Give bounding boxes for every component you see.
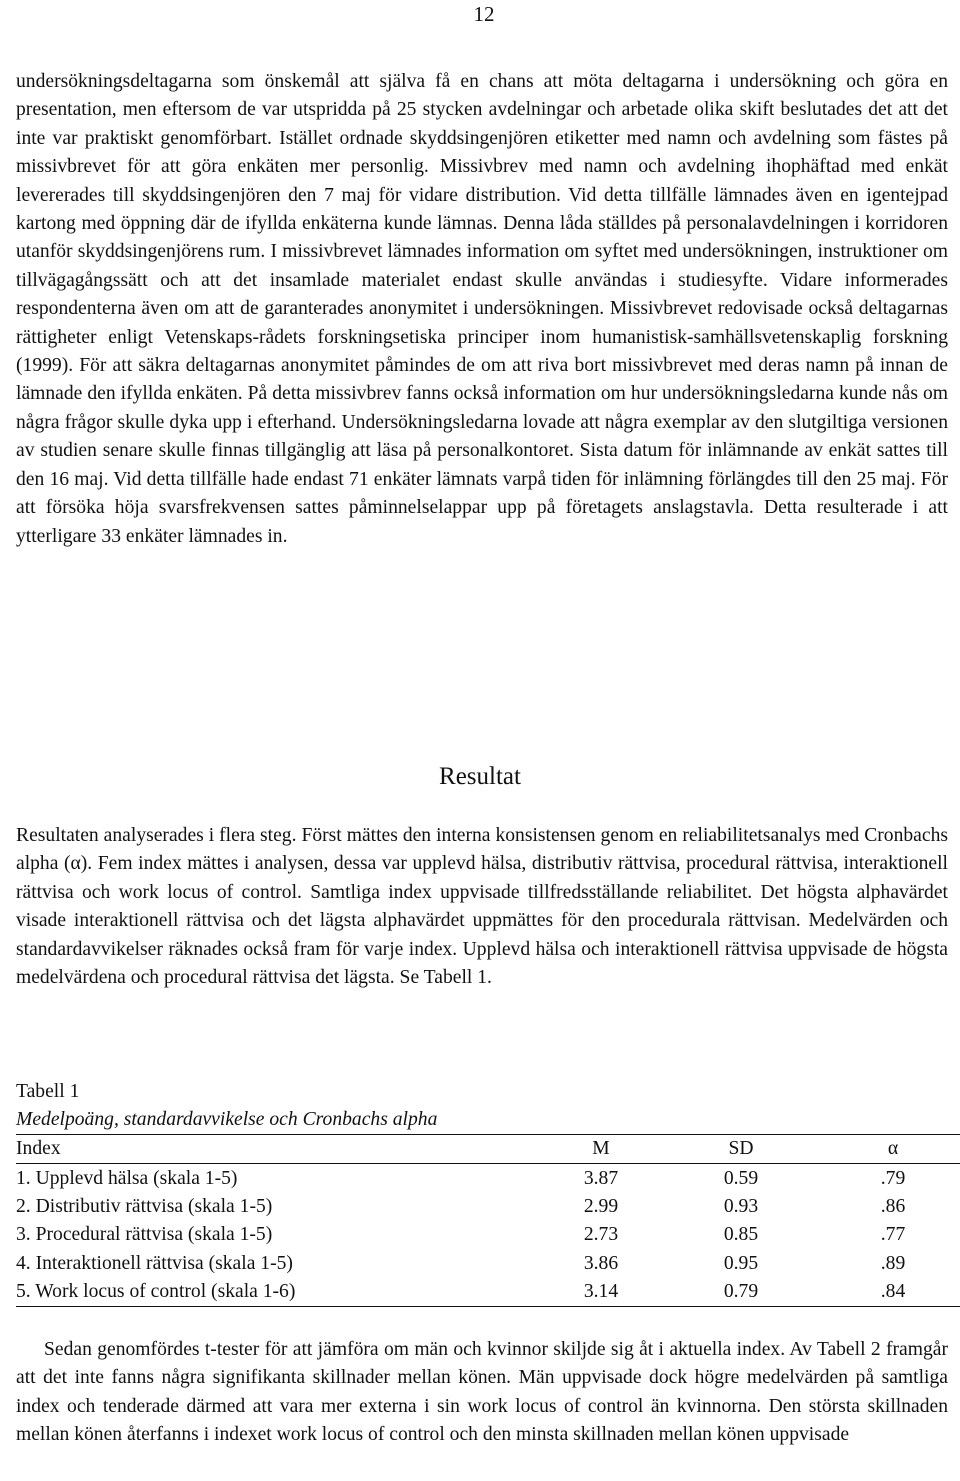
- cell-sd: 0.95: [723, 1252, 759, 1274]
- cell-alpha: .84: [880, 1281, 906, 1303]
- cell-sd: 0.59: [723, 1167, 759, 1189]
- cell-alpha: .89: [880, 1252, 906, 1274]
- table-row: [16, 1193, 960, 1221]
- header-mean: M: [592, 1138, 610, 1160]
- cell-index: 2. Distributiv rättvisa (skala 1-5): [16, 1195, 273, 1217]
- results-table: [16, 1134, 960, 1307]
- header-alpha: α: [887, 1138, 899, 1160]
- cell-alpha: .86: [880, 1195, 906, 1217]
- cell-sd: 0.93: [723, 1195, 759, 1217]
- table-row: [16, 1278, 960, 1307]
- table-row: [16, 1250, 960, 1278]
- cell-mean: 3.87: [583, 1167, 619, 1189]
- table-row: [16, 1164, 960, 1193]
- table-header-row: [16, 1135, 960, 1164]
- section-heading: Resultat: [439, 763, 521, 790]
- cell-index: 4. Interaktionell rättvisa (skala 1-5): [16, 1252, 293, 1274]
- cell-mean: 2.73: [583, 1224, 619, 1246]
- header-sd: SD: [728, 1138, 754, 1160]
- header-index: Index: [16, 1138, 61, 1160]
- cell-index: 3. Procedural rättvisa (skala 1-5): [16, 1224, 273, 1246]
- table-label: Tabell 1: [16, 1081, 80, 1102]
- method-paragraph: undersökningsdeltagarna som önskemål att själva få en chans att möta deltagarna i undersökning och göra en presentation, men eftersom de var utspridda på 25 stycken avdelningar och arbetade olika skift beslutades det att det inte var praktiskt genomförbart. Istället ordnade skyddsingenjören etiketter med namn och avdelning som fästes på missivbrevet för att göra enkäten mer personlig. Missivbrev med namn och avdelning ihophäftad med enkät levererades till skyddsingenjören den 7 maj för vidare distribution. Vid detta tillfälle lämnades även en igentejpad kartong med öppning där de ifyllda enkäterna kunde lämnas. Denna låda ställdes på personalavdelningen i korridoren utanför skyddsingenjörens rum. I missivbrevet lämnades information om syftet med undersökningen, instruktioner om tillvägagångssätt och att det insamlade materialet endast skulle användas i studiesyfte. Vidare informerades respondenterna även om att de garanterades anonymitet i undersökningen. Missivbrevet redovisade också deltagarnas rättigheter enligt Vetenskaps-rådets forskningsetiska principer inom humanistisk-samhällsvetenskaplig forskning (1999). För att säkra deltagarnas anonymitet påmindes de om att riva bort missivbrevet med deras namn på innan de lämnade den ifyllda enkäten. På detta missivbrev fanns också information om hur undersökningsledarna kunde nås om några frågor skulle dyka upp i efterhand. Undersökningsledarna lovade att några exemplar av den slutgiltiga versionen av studien senare skulle finnas tillgänglig att läsa på personalkontoret. Sista datum för inlämnande av enkät sattes till den 16 maj. Vid detta tillfälle hade endast 71 enkäter lämnats varpå tiden för inlämning förlängdes till den 25 maj. För att försöka höja svarsfrekvensen sattes påminnelselappar upp på företagets anslagstavla. Detta resulterade i att ytterligare 33 enkäter lämnades in.: [16, 71, 948, 547]
- cell-sd: 0.79: [723, 1281, 759, 1303]
- page-number: 12: [473, 2, 495, 26]
- cell-alpha: .77: [880, 1224, 906, 1246]
- table-caption: Medelpoäng, standardavvikelse och Cronbachs alpha: [16, 1109, 438, 1130]
- ttest-paragraph: Sedan genomfördes t-tester för att jämföra om män och kvinnor skiljde sig åt i aktuella index. Av Tabell 2 framgår att det inte fanns några signifikanta skillnader mellan könen. Män uppvisade dock högre medelvärden på samtliga index och tenderade därmed att vara mer externa i sin work locus of control än kvinnorna. Den största skillnaden mellan könen återfanns i indexet work locus of control och den minsta skillnaden mellan könen uppvisade: [16, 1339, 948, 1446]
- cell-index: 1. Upplevd hälsa (skala 1-5): [16, 1167, 238, 1189]
- cell-alpha: .79: [880, 1167, 906, 1189]
- results-paragraph: Resultaten analyserades i flera steg. Först mättes den interna konsistensen genom en reliabilitetsanalys med Cronbachs alpha (α). Fem index mättes i analysen, dessa var upplevd hälsa, distributiv rättvisa, procedural rättvisa, interaktionell rättvisa och work locus of control. Samtliga index uppvisade tillfredsställande reliabilitet. Det högsta alphavärdet visade interaktionell rättvisa och det lägsta alphavärdet uppmättes för den procedurala rättvisan. Medelvärden och standardavvikelser räknades också fram för varje index. Upplevd hälsa och interaktionell rättvisa uppvisade de högsta medelvärdena och procedural rättvisa det lägsta. Se Tabell 1.: [16, 825, 948, 989]
- cell-mean: 2.99: [583, 1195, 619, 1217]
- cell-sd: 0.85: [723, 1224, 759, 1246]
- cell-mean: 3.14: [583, 1281, 619, 1303]
- cell-mean: 3.86: [583, 1252, 619, 1274]
- table-row: [16, 1221, 960, 1249]
- cell-index: 5. Work locus of control (skala 1-6): [16, 1281, 296, 1303]
